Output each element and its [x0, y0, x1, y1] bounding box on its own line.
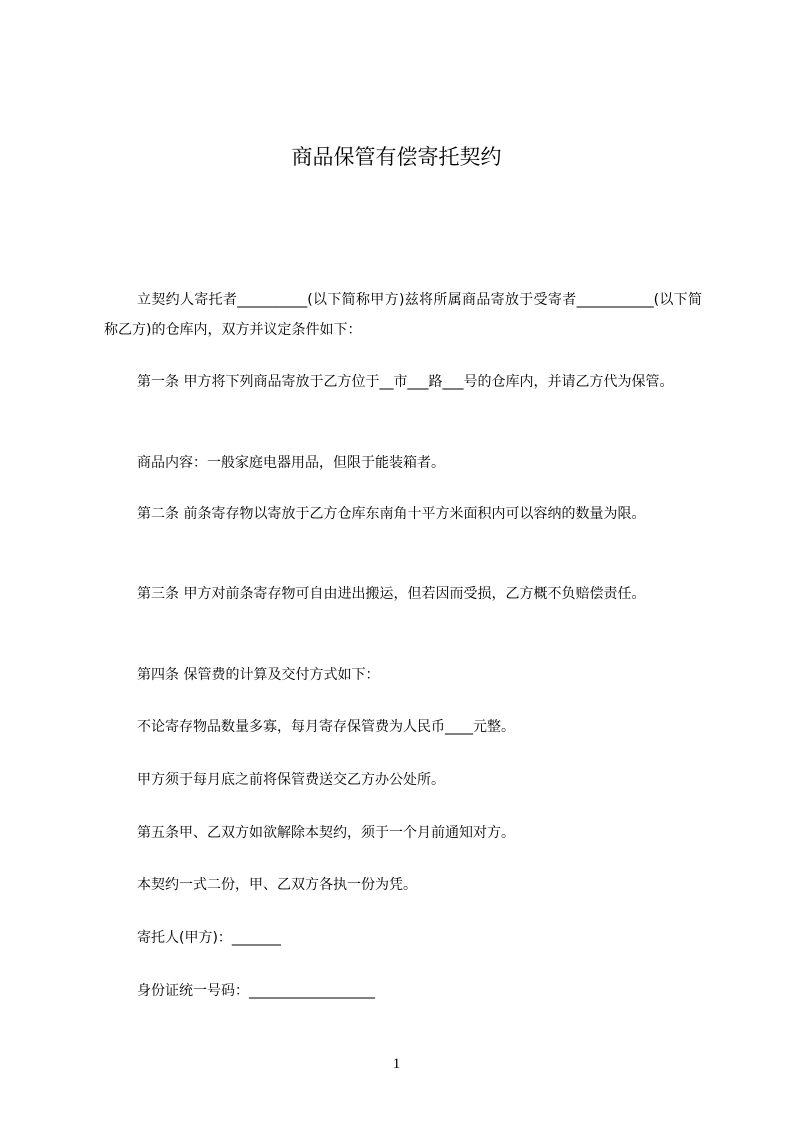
- intro-paragraph: 立契约人寄托者__________(以下简称甲方)兹将所属商品寄放于受寄者___________(以下简称乙方)的仓库内，双方并议定条件如下：: [104, 292, 702, 338]
- copies-line: 本契约一式二份，甲、乙双方各执一份为凭。: [137, 877, 417, 893]
- article-2-paragraph: 第二条 前条寄存物以寄放于乙方仓库东南角十平方米面积内可以容纳的数量为限。: [137, 506, 646, 522]
- fee-line: 不论寄存物品数量多寡，每月寄存保管费为人民币____元整。: [137, 719, 515, 735]
- payment-line: 甲方须于每月底之前将保管费送交乙方办公处所。: [137, 772, 445, 788]
- page-number: 1: [392, 1056, 401, 1072]
- goods-content-line: 商品内容：一般家庭电器用品，但限于能装箱者。: [137, 455, 445, 471]
- article-4-line: 第四条 保管费的计算及交付方式如下：: [137, 667, 380, 683]
- consignor-signature-line: 寄托人(甲方)：_______: [137, 930, 281, 946]
- id-number-line: 身份证统一号码：__________________: [137, 983, 375, 999]
- article-5-line: 第五条甲、乙双方如欲解除本契约，须于一个月前通知对方。: [137, 825, 515, 841]
- article-3-paragraph: 第三条 甲方对前条寄存物可自由进出搬运，但若因而受损，乙方概不负赔偿责任。: [137, 586, 646, 602]
- article-1-paragraph: 第一条 甲方将下列商品寄放于乙方位于__市___路___号的仓库内，并请乙方代为保管。: [137, 374, 674, 390]
- document-title: 商品保管有偿寄托契约: [291, 145, 502, 169]
